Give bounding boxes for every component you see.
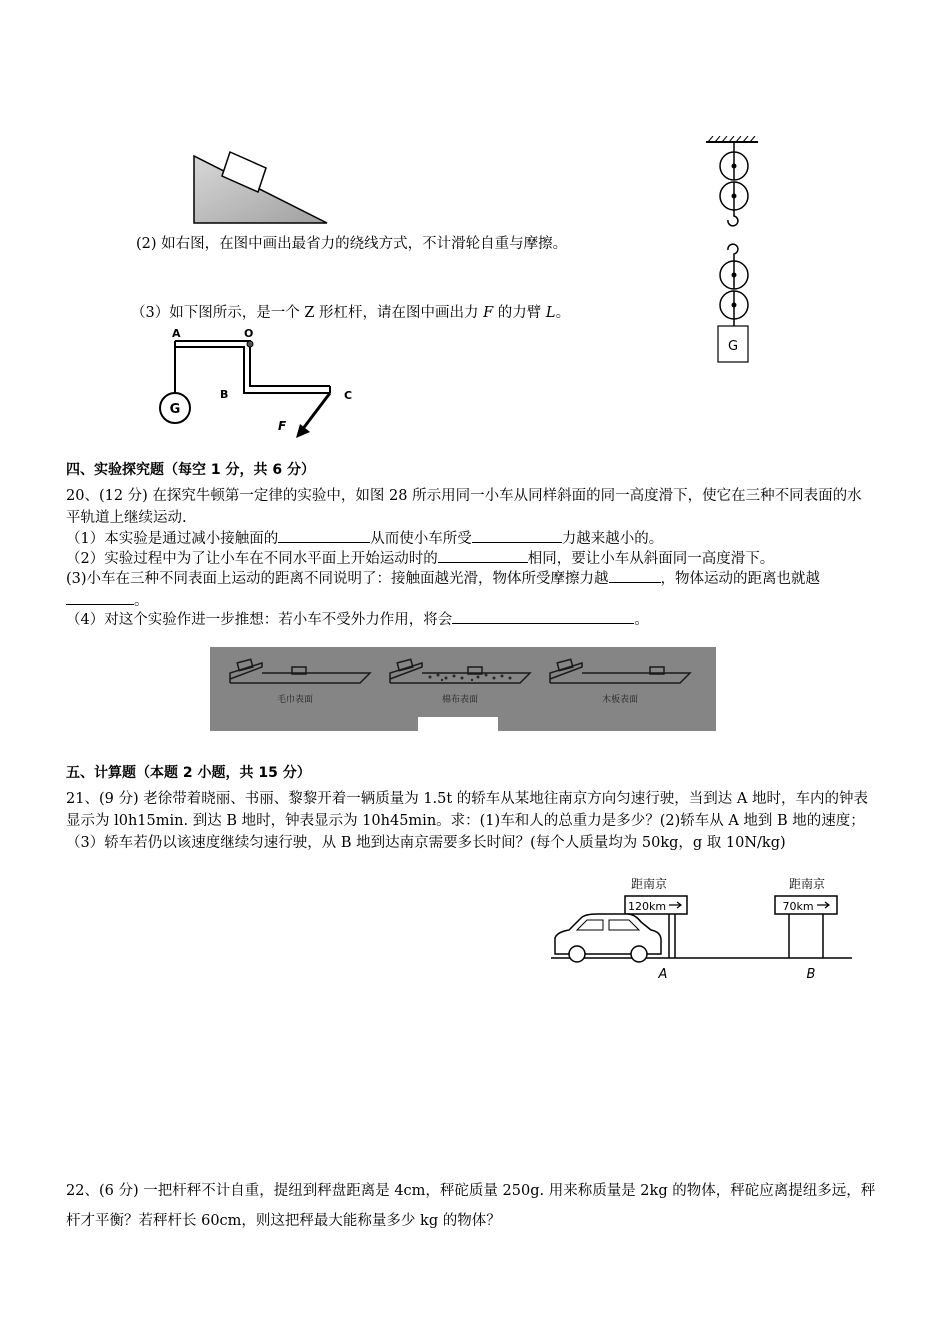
q20-blank-5[interactable] [66,590,134,605]
force-arrow-head [296,424,310,438]
sign-b-value: 70km [782,900,814,913]
q20-part4-b: 。 [634,612,649,628]
point-a-label: A [658,967,668,982]
pivot-o [247,341,253,347]
q20-part3 [66,568,878,612]
q19-part3-prefix: （3）如下图所示，是一个 Z 形杠杆，请在图中画出力 [131,305,484,321]
hook-top [728,210,738,226]
sign-a-title: 距南京 [630,877,668,891]
q20-part3-a: (3)小车在三种不同表面上运动的距离不同说明了：接触面越光滑，物体所受摩擦力越 [66,571,609,587]
incline-figure [190,146,330,226]
surface-label-3: 木板表面 [601,695,639,705]
q20-blank-6[interactable] [452,609,634,624]
surfaces-figure [210,647,716,731]
q19-part3-force: F [483,305,494,321]
q20-part2 [66,548,774,570]
q20-part2-b: 相同，要让小车从斜面同一高度滑下。 [527,551,775,567]
surface-label-1: 毛巾表面 [276,695,314,705]
lever-body [175,341,330,393]
weight-label: G [727,339,739,354]
lever-label-b: B [220,388,229,401]
road-sign-figure [547,872,857,984]
q19-part2: (2) 如右图，在图中画出最省力的绕线方式，不计滑轮自重与摩擦。 [136,236,568,252]
q20-part2-a: （2）实验过程中为了让小车在不同水平面上开始运动时的 [66,551,438,567]
hook-movable [728,244,738,261]
sign-a-value: 120km [627,900,667,913]
lever-label-f: F [278,419,287,433]
force-arrow-line [302,393,330,430]
q20-blank-2[interactable] [472,528,562,543]
q20-part4 [66,609,649,631]
q19-part3 [131,302,570,324]
pulley-figure [700,136,770,366]
q20-part4-a: （4）对这个实验作进一步推想：若小车不受外力作用，将会 [66,612,453,628]
q19-part3-arm: L [545,305,556,321]
lever-label-c: C [344,389,353,402]
q22-text: 22、(6 分) 一把杆秤不计自重，提纽到秤盘距离是 4cm，秤砣质量 250g. 用来称质量是 2kg 的物体，秤砣应离提纽多远，秤杆才平衡？若秤杆长 60cm，则这把秤最大能称量多少 kg 的物体？ [66,1183,876,1229]
q21-text: 21、(9 分) 老徐带着晓丽、书丽、黎黎开着一辆质量为 1.5t 的轿车从某地往南京方向匀速行驶，当到达 A 地时，车内的钟表显示为 l0h15min. 到达 B 地时，钟表显示为 10h45min。求：(1)车和人的总重力是多少？(2)轿车从 A 地到 B 地的速度； （3）轿车若仍以该速度继续匀速行驶，从 B 地到达南京需要多长时间？(每个人质量均为 50kg，g 取 10N/kg) [66,791,868,851]
q19-part3-suffix: 。 [555,305,571,321]
q20-part1-b: 从而使小车所受 [370,531,472,547]
surface-label-2: 棉布表面 [441,695,479,705]
q20-part1 [66,528,663,550]
car-wheel-front [569,946,585,962]
section5-heading: 五、计算题（本题 2 小题，共 15 分） [66,765,311,781]
lever-label-o: O [244,327,254,340]
sign-b-title: 距南京 [788,877,826,891]
lever-label-a: A [172,327,181,340]
q20-part3-b: ，物体运动的距离也就越 [660,571,821,587]
car-wheel-rear [631,946,647,962]
q20-part1-c: 力越来越小的。 [561,531,664,547]
lever-label-g: G [169,402,181,417]
q19-part3-mid: 的力臂 [493,305,546,321]
q20-intro: 20、(12 分) 在探究牛顿第一定律的实验中，如图 28 所示用同一小车从同样斜面的同一高度滑下，使它在三种不同表面的水平轨道上继续运动. [66,488,862,526]
q20-blank-3[interactable] [438,548,528,563]
q20-part3-c: 。 [134,593,149,609]
q20-part1-a: （1）本实验是通过减小接触面的 [66,531,279,547]
point-b-label: B [806,967,816,982]
q20-blank-4[interactable] [609,568,661,583]
q20-blank-1[interactable] [278,528,370,543]
z-lever-figure [150,326,370,442]
section4-heading: 四、实验探究题（每空 1 分，共 6 分） [66,462,315,478]
